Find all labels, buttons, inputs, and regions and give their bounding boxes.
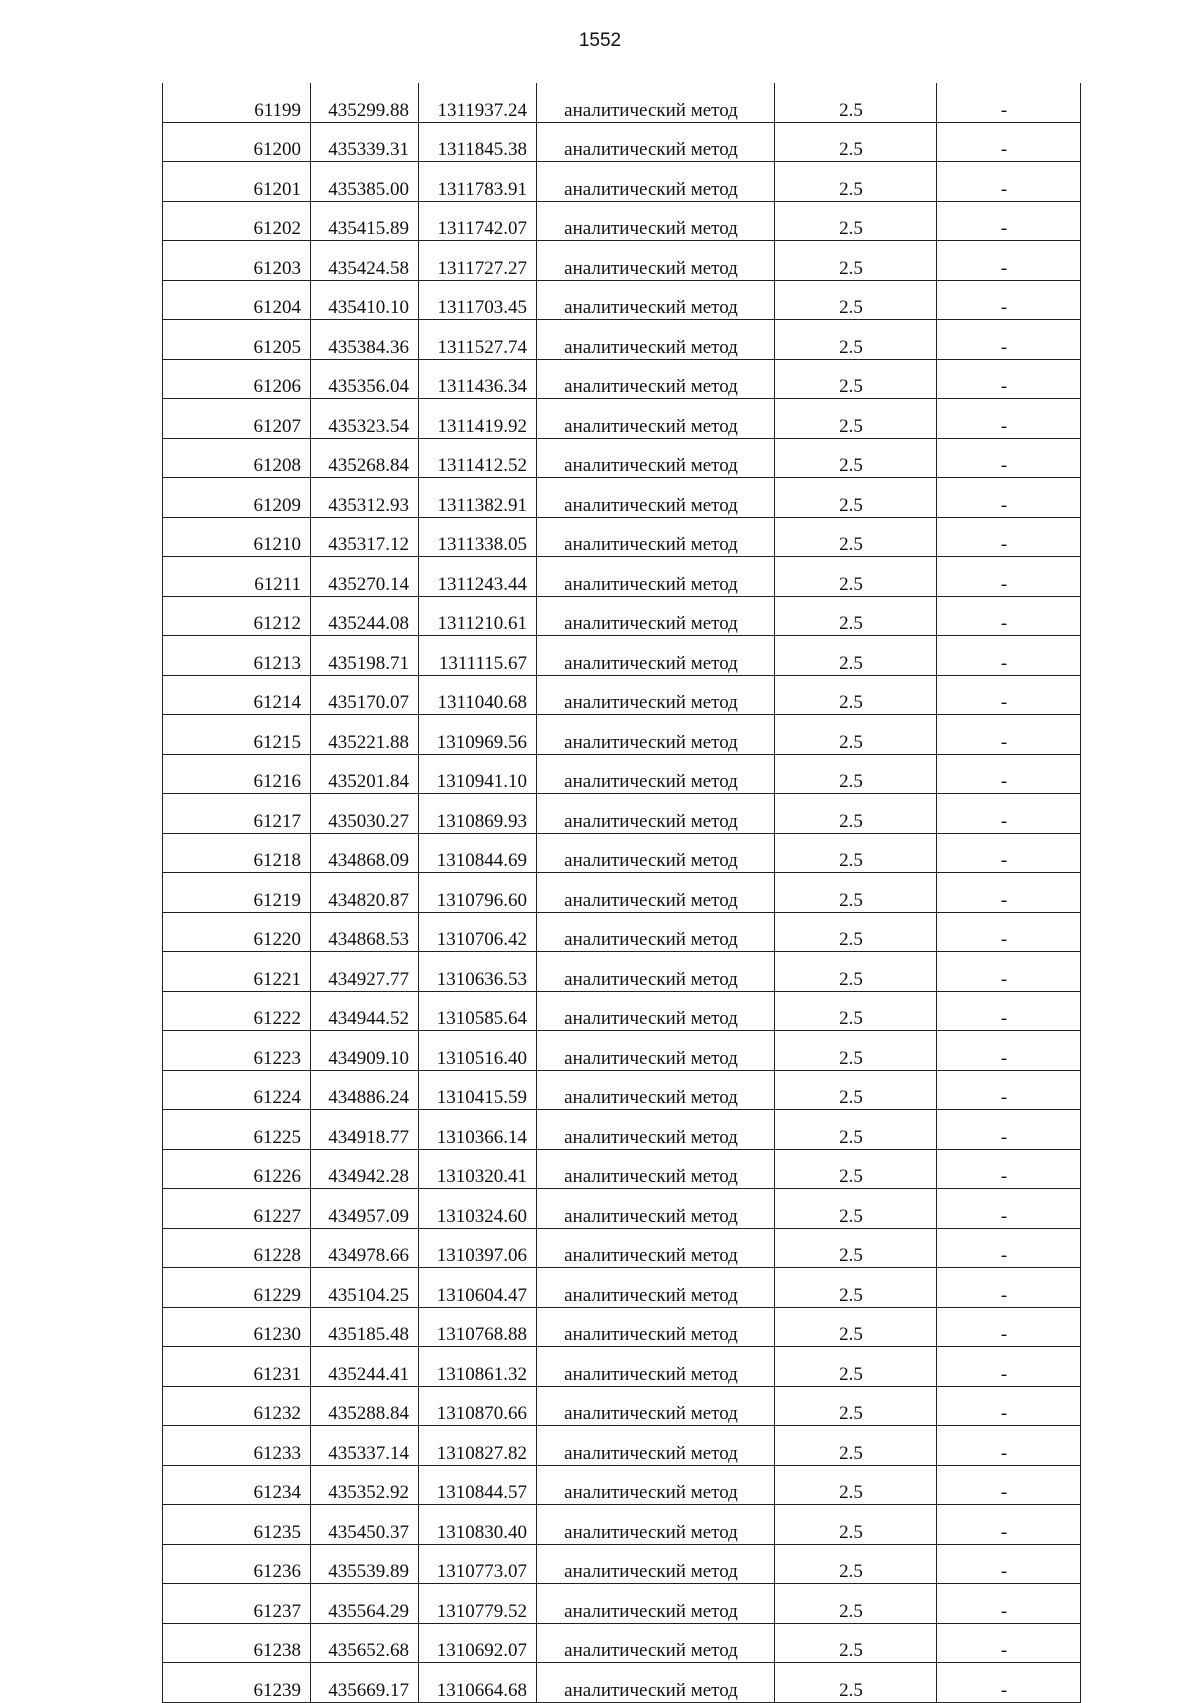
- x-coordinate-cell: 435424.58: [311, 241, 419, 281]
- note-cell: -: [937, 1663, 1081, 1703]
- method-cell: аналитический метод: [537, 636, 775, 676]
- point-number-cell: 61200: [163, 122, 311, 162]
- y-coordinate-cell: 1310397.06: [419, 1228, 537, 1268]
- x-coordinate-cell: 435198.71: [311, 636, 419, 676]
- table-row: [163, 1268, 1081, 1308]
- accuracy-cell: 2.5: [775, 478, 937, 518]
- accuracy-cell: 2.5: [775, 1228, 937, 1268]
- y-coordinate-cell: 1311243.44: [419, 557, 537, 597]
- method-cell: аналитический метод: [537, 122, 775, 162]
- table-row: [163, 1465, 1081, 1505]
- accuracy-cell: 2.5: [775, 952, 937, 992]
- method-cell: аналитический метод: [537, 438, 775, 478]
- y-coordinate-cell: 1310692.07: [419, 1623, 537, 1663]
- table-row: [163, 1110, 1081, 1150]
- table-row: [163, 715, 1081, 755]
- accuracy-cell: 2.5: [775, 557, 937, 597]
- accuracy-cell: 2.5: [775, 1386, 937, 1426]
- note-cell: -: [937, 280, 1081, 320]
- method-cell: аналитический метод: [537, 873, 775, 913]
- table-row: [163, 1070, 1081, 1110]
- x-coordinate-cell: 435564.29: [311, 1584, 419, 1624]
- accuracy-cell: 2.5: [775, 636, 937, 676]
- table-row: [163, 359, 1081, 399]
- table-row: [163, 557, 1081, 597]
- y-coordinate-cell: 1310320.41: [419, 1149, 537, 1189]
- x-coordinate-cell: 435270.14: [311, 557, 419, 597]
- point-number-cell: 61229: [163, 1268, 311, 1308]
- x-coordinate-cell: 435669.17: [311, 1663, 419, 1703]
- note-cell: -: [937, 83, 1081, 122]
- note-cell: -: [937, 991, 1081, 1031]
- point-number-cell: 61214: [163, 675, 311, 715]
- note-cell: -: [937, 794, 1081, 834]
- point-number-cell: 61233: [163, 1426, 311, 1466]
- table-row: [163, 596, 1081, 636]
- x-coordinate-cell: 435339.31: [311, 122, 419, 162]
- y-coordinate-cell: 1311419.92: [419, 399, 537, 439]
- note-cell: -: [937, 675, 1081, 715]
- table-row: [163, 1386, 1081, 1426]
- y-coordinate-cell: 1310779.52: [419, 1584, 537, 1624]
- x-coordinate-cell: 435337.14: [311, 1426, 419, 1466]
- x-coordinate-cell: 435201.84: [311, 754, 419, 794]
- method-cell: аналитический метод: [537, 280, 775, 320]
- accuracy-cell: 2.5: [775, 320, 937, 360]
- y-coordinate-cell: 1310969.56: [419, 715, 537, 755]
- point-number-cell: 61210: [163, 517, 311, 557]
- method-cell: аналитический метод: [537, 1584, 775, 1624]
- table-row: [163, 1347, 1081, 1387]
- table-row: [163, 517, 1081, 557]
- x-coordinate-cell: 435415.89: [311, 201, 419, 241]
- y-coordinate-cell: 1311937.24: [419, 83, 537, 122]
- y-coordinate-cell: 1311703.45: [419, 280, 537, 320]
- method-cell: аналитический метод: [537, 1426, 775, 1466]
- method-cell: аналитический метод: [537, 359, 775, 399]
- accuracy-cell: 2.5: [775, 794, 937, 834]
- method-cell: аналитический метод: [537, 1070, 775, 1110]
- y-coordinate-cell: 1311727.27: [419, 241, 537, 281]
- table-row: [163, 1426, 1081, 1466]
- accuracy-cell: 2.5: [775, 162, 937, 202]
- table-row: [163, 280, 1081, 320]
- point-number-cell: 61221: [163, 952, 311, 992]
- point-number-cell: 61234: [163, 1465, 311, 1505]
- note-cell: -: [937, 517, 1081, 557]
- y-coordinate-cell: 1310415.59: [419, 1070, 537, 1110]
- point-number-cell: 61224: [163, 1070, 311, 1110]
- point-number-cell: 61228: [163, 1228, 311, 1268]
- accuracy-cell: 2.5: [775, 359, 937, 399]
- accuracy-cell: 2.5: [775, 912, 937, 952]
- note-cell: -: [937, 1307, 1081, 1347]
- point-number-cell: 61205: [163, 320, 311, 360]
- accuracy-cell: 2.5: [775, 122, 937, 162]
- accuracy-cell: 2.5: [775, 873, 937, 913]
- accuracy-cell: 2.5: [775, 1465, 937, 1505]
- y-coordinate-cell: 1311040.68: [419, 675, 537, 715]
- page-number: 1552: [578, 30, 622, 51]
- note-cell: -: [937, 438, 1081, 478]
- x-coordinate-cell: 435410.10: [311, 280, 419, 320]
- note-cell: -: [937, 754, 1081, 794]
- note-cell: -: [937, 873, 1081, 913]
- table-row: [163, 241, 1081, 281]
- x-coordinate-cell: 434957.09: [311, 1189, 419, 1229]
- point-number-cell: 61235: [163, 1505, 311, 1545]
- point-number-cell: 61217: [163, 794, 311, 834]
- table-row: [163, 754, 1081, 794]
- accuracy-cell: 2.5: [775, 1584, 937, 1624]
- note-cell: -: [937, 1110, 1081, 1150]
- table-row: [163, 1623, 1081, 1663]
- point-number-cell: 61230: [163, 1307, 311, 1347]
- method-cell: аналитический метод: [537, 1307, 775, 1347]
- x-coordinate-cell: 434944.52: [311, 991, 419, 1031]
- note-cell: -: [937, 1426, 1081, 1466]
- y-coordinate-cell: 1311742.07: [419, 201, 537, 241]
- table-row: [163, 1031, 1081, 1071]
- method-cell: аналитический метод: [537, 991, 775, 1031]
- point-number-cell: 61231: [163, 1347, 311, 1387]
- x-coordinate-cell: 434820.87: [311, 873, 419, 913]
- y-coordinate-cell: 1310827.82: [419, 1426, 537, 1466]
- x-coordinate-cell: 434942.28: [311, 1149, 419, 1189]
- accuracy-cell: 2.5: [775, 241, 937, 281]
- y-coordinate-cell: 1310664.68: [419, 1663, 537, 1703]
- x-coordinate-cell: 435244.41: [311, 1347, 419, 1387]
- accuracy-cell: 2.5: [775, 754, 937, 794]
- y-coordinate-cell: 1310870.66: [419, 1386, 537, 1426]
- y-coordinate-cell: 1311527.74: [419, 320, 537, 360]
- accuracy-cell: 2.5: [775, 1268, 937, 1308]
- accuracy-cell: 2.5: [775, 1189, 937, 1229]
- point-number-cell: 61213: [163, 636, 311, 676]
- method-cell: аналитический метод: [537, 675, 775, 715]
- table-row: [163, 320, 1081, 360]
- accuracy-cell: 2.5: [775, 1031, 937, 1071]
- note-cell: -: [937, 201, 1081, 241]
- note-cell: -: [937, 1584, 1081, 1624]
- point-number-cell: 61218: [163, 833, 311, 873]
- point-number-cell: 61237: [163, 1584, 311, 1624]
- x-coordinate-cell: 435312.93: [311, 478, 419, 518]
- method-cell: аналитический метод: [537, 83, 775, 122]
- accuracy-cell: 2.5: [775, 399, 937, 439]
- y-coordinate-cell: 1310516.40: [419, 1031, 537, 1071]
- note-cell: -: [937, 1031, 1081, 1071]
- note-cell: -: [937, 1347, 1081, 1387]
- y-coordinate-cell: 1310941.10: [419, 754, 537, 794]
- x-coordinate-cell: 435185.48: [311, 1307, 419, 1347]
- y-coordinate-cell: 1310706.42: [419, 912, 537, 952]
- y-coordinate-cell: 1310773.07: [419, 1544, 537, 1584]
- table-row: [163, 1505, 1081, 1545]
- note-cell: -: [937, 1070, 1081, 1110]
- method-cell: аналитический метод: [537, 1663, 775, 1703]
- table-row: [163, 636, 1081, 676]
- y-coordinate-cell: 1311783.91: [419, 162, 537, 202]
- point-number-cell: 61204: [163, 280, 311, 320]
- y-coordinate-cell: 1310830.40: [419, 1505, 537, 1545]
- method-cell: аналитический метод: [537, 201, 775, 241]
- x-coordinate-cell: 435652.68: [311, 1623, 419, 1663]
- note-cell: -: [937, 1228, 1081, 1268]
- method-cell: аналитический метод: [537, 1031, 775, 1071]
- method-cell: аналитический метод: [537, 1386, 775, 1426]
- y-coordinate-cell: 1310768.88: [419, 1307, 537, 1347]
- table-row: [163, 1663, 1081, 1703]
- accuracy-cell: 2.5: [775, 1110, 937, 1150]
- accuracy-cell: 2.5: [775, 675, 937, 715]
- x-coordinate-cell: 435288.84: [311, 1386, 419, 1426]
- table-row: [163, 1307, 1081, 1347]
- note-cell: -: [937, 359, 1081, 399]
- point-number-cell: 61212: [163, 596, 311, 636]
- note-cell: -: [937, 399, 1081, 439]
- x-coordinate-cell: 434909.10: [311, 1031, 419, 1071]
- x-coordinate-cell: 434918.77: [311, 1110, 419, 1150]
- table-row: [163, 1189, 1081, 1229]
- x-coordinate-cell: 435268.84: [311, 438, 419, 478]
- note-cell: -: [937, 162, 1081, 202]
- method-cell: аналитический метод: [537, 241, 775, 281]
- note-cell: -: [937, 912, 1081, 952]
- accuracy-cell: 2.5: [775, 1070, 937, 1110]
- x-coordinate-cell: 435221.88: [311, 715, 419, 755]
- method-cell: аналитический метод: [537, 794, 775, 834]
- point-number-cell: 61238: [163, 1623, 311, 1663]
- method-cell: аналитический метод: [537, 1189, 775, 1229]
- accuracy-cell: 2.5: [775, 596, 937, 636]
- note-cell: -: [937, 1465, 1081, 1505]
- y-coordinate-cell: 1310585.64: [419, 991, 537, 1031]
- point-number-cell: 61227: [163, 1189, 311, 1229]
- note-cell: -: [937, 1544, 1081, 1584]
- note-cell: -: [937, 833, 1081, 873]
- y-coordinate-cell: 1311115.67: [419, 636, 537, 676]
- x-coordinate-cell: 434927.77: [311, 952, 419, 992]
- y-coordinate-cell: 1310844.69: [419, 833, 537, 873]
- table-row: [163, 952, 1081, 992]
- note-cell: -: [937, 1386, 1081, 1426]
- y-coordinate-cell: 1310604.47: [419, 1268, 537, 1308]
- table-row: [163, 201, 1081, 241]
- note-cell: -: [937, 952, 1081, 992]
- x-coordinate-cell: 435450.37: [311, 1505, 419, 1545]
- table-row: [163, 1544, 1081, 1584]
- method-cell: аналитический метод: [537, 1110, 775, 1150]
- x-coordinate-cell: 435244.08: [311, 596, 419, 636]
- y-coordinate-cell: 1310796.60: [419, 873, 537, 913]
- accuracy-cell: 2.5: [775, 1663, 937, 1703]
- table-row: [163, 873, 1081, 913]
- note-cell: -: [937, 320, 1081, 360]
- x-coordinate-cell: 435170.07: [311, 675, 419, 715]
- note-cell: -: [937, 241, 1081, 281]
- method-cell: аналитический метод: [537, 1623, 775, 1663]
- accuracy-cell: 2.5: [775, 991, 937, 1031]
- point-number-cell: 61207: [163, 399, 311, 439]
- accuracy-cell: 2.5: [775, 438, 937, 478]
- point-number-cell: 61220: [163, 912, 311, 952]
- method-cell: аналитический метод: [537, 399, 775, 439]
- x-coordinate-cell: 434868.09: [311, 833, 419, 873]
- note-cell: -: [937, 596, 1081, 636]
- method-cell: аналитический метод: [537, 517, 775, 557]
- point-number-cell: 61226: [163, 1149, 311, 1189]
- note-cell: -: [937, 715, 1081, 755]
- point-number-cell: 61211: [163, 557, 311, 597]
- accuracy-cell: 2.5: [775, 833, 937, 873]
- method-cell: аналитический метод: [537, 1465, 775, 1505]
- table-row: [163, 122, 1081, 162]
- method-cell: аналитический метод: [537, 1505, 775, 1545]
- accuracy-cell: 2.5: [775, 1623, 937, 1663]
- method-cell: аналитический метод: [537, 1228, 775, 1268]
- x-coordinate-cell: 434868.53: [311, 912, 419, 952]
- coordinates-table: [162, 83, 1081, 1703]
- accuracy-cell: 2.5: [775, 1149, 937, 1189]
- method-cell: аналитический метод: [537, 557, 775, 597]
- x-coordinate-cell: 435323.54: [311, 399, 419, 439]
- note-cell: -: [937, 1268, 1081, 1308]
- method-cell: аналитический метод: [537, 715, 775, 755]
- note-cell: -: [937, 1623, 1081, 1663]
- table-row: [163, 1584, 1081, 1624]
- table-row: [163, 991, 1081, 1031]
- point-number-cell: 61222: [163, 991, 311, 1031]
- accuracy-cell: 2.5: [775, 201, 937, 241]
- accuracy-cell: 2.5: [775, 715, 937, 755]
- point-number-cell: 61232: [163, 1386, 311, 1426]
- point-number-cell: 61201: [163, 162, 311, 202]
- method-cell: аналитический метод: [537, 952, 775, 992]
- accuracy-cell: 2.5: [775, 280, 937, 320]
- y-coordinate-cell: 1311412.52: [419, 438, 537, 478]
- table-row: [163, 162, 1081, 202]
- method-cell: аналитический метод: [537, 478, 775, 518]
- method-cell: аналитический метод: [537, 1544, 775, 1584]
- note-cell: -: [937, 122, 1081, 162]
- y-coordinate-cell: 1311436.34: [419, 359, 537, 399]
- point-number-cell: 61236: [163, 1544, 311, 1584]
- point-number-cell: 61203: [163, 241, 311, 281]
- table-row: [163, 794, 1081, 834]
- x-coordinate-cell: 435317.12: [311, 517, 419, 557]
- x-coordinate-cell: 434978.66: [311, 1228, 419, 1268]
- point-number-cell: 61202: [163, 201, 311, 241]
- y-coordinate-cell: 1311382.91: [419, 478, 537, 518]
- method-cell: аналитический метод: [537, 1347, 775, 1387]
- point-number-cell: 61239: [163, 1663, 311, 1703]
- point-number-cell: 61206: [163, 359, 311, 399]
- x-coordinate-cell: 435539.89: [311, 1544, 419, 1584]
- method-cell: аналитический метод: [537, 320, 775, 360]
- method-cell: аналитический метод: [537, 912, 775, 952]
- coordinates-table-body: [163, 83, 1081, 1702]
- accuracy-cell: 2.5: [775, 1544, 937, 1584]
- y-coordinate-cell: 1310869.93: [419, 794, 537, 834]
- table-row: [163, 83, 1081, 122]
- note-cell: -: [937, 557, 1081, 597]
- table-row: [163, 399, 1081, 439]
- x-coordinate-cell: 435356.04: [311, 359, 419, 399]
- method-cell: аналитический метод: [537, 754, 775, 794]
- note-cell: -: [937, 1189, 1081, 1229]
- method-cell: аналитический метод: [537, 1268, 775, 1308]
- table-row: [163, 438, 1081, 478]
- table-row: [163, 912, 1081, 952]
- note-cell: -: [937, 1149, 1081, 1189]
- point-number-cell: 61209: [163, 478, 311, 518]
- y-coordinate-cell: 1310844.57: [419, 1465, 537, 1505]
- accuracy-cell: 2.5: [775, 1347, 937, 1387]
- table-row: [163, 478, 1081, 518]
- table-row: [163, 675, 1081, 715]
- method-cell: аналитический метод: [537, 833, 775, 873]
- accuracy-cell: 2.5: [775, 1307, 937, 1347]
- table-row: [163, 833, 1081, 873]
- table-row: [163, 1149, 1081, 1189]
- point-number-cell: 61219: [163, 873, 311, 913]
- accuracy-cell: 2.5: [775, 1505, 937, 1545]
- y-coordinate-cell: 1311210.61: [419, 596, 537, 636]
- y-coordinate-cell: 1311845.38: [419, 122, 537, 162]
- x-coordinate-cell: 435384.36: [311, 320, 419, 360]
- x-coordinate-cell: 435352.92: [311, 1465, 419, 1505]
- y-coordinate-cell: 1310366.14: [419, 1110, 537, 1150]
- x-coordinate-cell: 435385.00: [311, 162, 419, 202]
- y-coordinate-cell: 1310636.53: [419, 952, 537, 992]
- x-coordinate-cell: 435299.88: [311, 83, 419, 122]
- point-number-cell: 61215: [163, 715, 311, 755]
- point-number-cell: 61199: [163, 83, 311, 122]
- method-cell: аналитический метод: [537, 162, 775, 202]
- accuracy-cell: 2.5: [775, 1426, 937, 1466]
- method-cell: аналитический метод: [537, 1149, 775, 1189]
- table-row: [163, 1228, 1081, 1268]
- note-cell: -: [937, 478, 1081, 518]
- x-coordinate-cell: 435104.25: [311, 1268, 419, 1308]
- y-coordinate-cell: 1310324.60: [419, 1189, 537, 1229]
- point-number-cell: 61225: [163, 1110, 311, 1150]
- point-number-cell: 61216: [163, 754, 311, 794]
- y-coordinate-cell: 1311338.05: [419, 517, 537, 557]
- accuracy-cell: 2.5: [775, 517, 937, 557]
- accuracy-cell: 2.5: [775, 83, 937, 122]
- y-coordinate-cell: 1310861.32: [419, 1347, 537, 1387]
- note-cell: -: [937, 636, 1081, 676]
- x-coordinate-cell: 435030.27: [311, 794, 419, 834]
- note-cell: -: [937, 1505, 1081, 1545]
- point-number-cell: 61208: [163, 438, 311, 478]
- method-cell: аналитический метод: [537, 596, 775, 636]
- point-number-cell: 61223: [163, 1031, 311, 1071]
- x-coordinate-cell: 434886.24: [311, 1070, 419, 1110]
